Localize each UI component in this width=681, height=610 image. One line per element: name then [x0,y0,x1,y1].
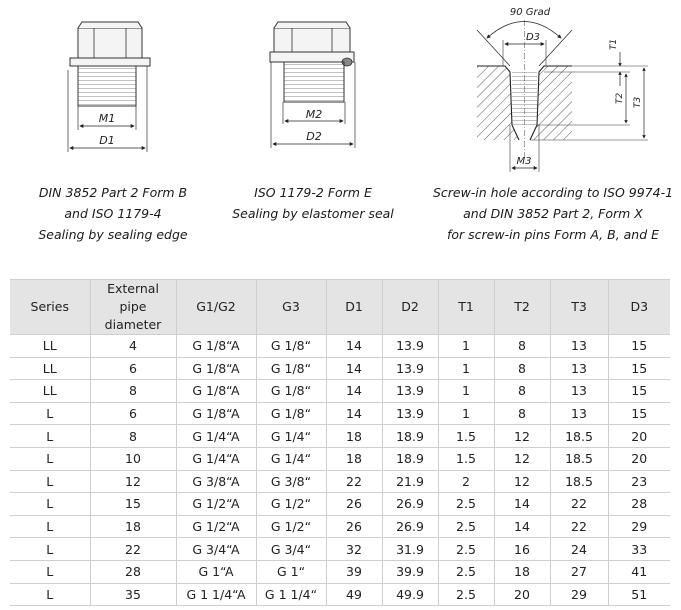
form-b-drawing [68,22,150,152]
hole-caption [430,182,676,245]
table-cell: 14 [326,357,382,380]
column-header: G1/G2 [176,280,256,335]
caption-line: ISO 1179-2 Form E [254,185,372,200]
table-cell: L [10,402,90,425]
form-e-drawing [270,22,355,148]
table-cell: G 1/2“A [176,493,256,516]
caption-line: for screw-in pins Form A, B, and E [446,227,660,242]
angle-label: 90 Grad [509,7,551,18]
table-cell: 18 [326,425,382,448]
table-cell: 28 [608,493,670,516]
table-cell: 32 [326,538,382,561]
table-cell: 13 [550,380,608,403]
table-cell: 6 [90,402,176,425]
table-row [10,470,670,493]
table-cell: 14 [326,380,382,403]
dim-m3-label: M3 [516,156,532,167]
table-cell: 22 [326,470,382,493]
table-cell: 23 [608,470,670,493]
table-cell: G 1“A [176,560,256,583]
table-cell: 39 [326,560,382,583]
table-row [10,447,670,470]
table-cell: LL [10,357,90,380]
table-row [10,515,670,538]
table-row [10,357,670,380]
table-cell: G 1/4“A [176,447,256,470]
table-cell: 15 [90,493,176,516]
caption-line: DIN 3852 Part 2 Form B [38,185,188,200]
table-cell: 10 [90,447,176,470]
caption-line: Sealing by elastomer seal [232,206,394,221]
table-cell: G 3/8“ [256,470,326,493]
table-cell: 15 [608,380,670,403]
table-cell: G 1/8“A [176,335,256,358]
table-row [10,380,670,403]
table-cell: 2.5 [438,515,494,538]
table-cell: 18 [494,560,550,583]
table-cell: 39.9 [382,560,438,583]
table-cell: G 1/8“ [256,380,326,403]
table-header-row [10,280,670,335]
table-cell: G 3/4“A [176,538,256,561]
table-cell: 12 [494,447,550,470]
table-cell: G 1/8“A [176,357,256,380]
table-cell: 1 [438,380,494,403]
table-cell: G 3/4“ [256,538,326,561]
table-cell: 14 [494,493,550,516]
table-cell: 18 [90,515,176,538]
table-cell: 18.5 [550,447,608,470]
table-cell: 12 [494,425,550,448]
dim-t2-label: T2 [615,92,625,104]
column-header: G3 [256,280,326,335]
table-cell: 18.9 [382,425,438,448]
table-cell: L [10,583,90,606]
table-cell: L [10,538,90,561]
table-cell: 1.5 [438,447,494,470]
table-cell: 1.5 [438,425,494,448]
table-cell: 8 [90,380,176,403]
table-row [10,493,670,516]
table-cell: G 1/4“ [256,425,326,448]
table-cell: 18.5 [550,470,608,493]
table-cell: 8 [494,335,550,358]
table-cell: 8 [494,402,550,425]
table-cell: 22 [550,493,608,516]
table-cell: 2.5 [438,493,494,516]
table-cell: 13.9 [382,380,438,403]
table-body [10,335,670,606]
table-cell: 14 [326,335,382,358]
table-cell: 8 [494,380,550,403]
table-cell: 51 [608,583,670,606]
table-cell: L [10,425,90,448]
table-cell: 4 [90,335,176,358]
table-cell: G 1/4“A [176,425,256,448]
table-cell: 1 [438,402,494,425]
table-cell: 29 [608,515,670,538]
table-cell: G 1/8“A [176,402,256,425]
table-cell: 12 [494,470,550,493]
column-header: D2 [382,280,438,335]
table-cell: 21.9 [382,470,438,493]
table-cell: 18.5 [550,425,608,448]
table-cell: L [10,493,90,516]
table-cell: G 1 1/4“A [176,583,256,606]
screw-in-hole-drawing [477,7,648,172]
table-cell: 18.9 [382,447,438,470]
table-cell: LL [10,335,90,358]
table-cell: 49.9 [382,583,438,606]
table-cell: 12 [90,470,176,493]
table-cell: G 3/8“A [176,470,256,493]
table-cell: 22 [550,515,608,538]
table-cell: 49 [326,583,382,606]
table-cell: 26 [326,493,382,516]
dim-d2-label: D2 [306,130,322,143]
table-cell: 27 [550,560,608,583]
table-cell: 16 [494,538,550,561]
table-cell: G 1/8“A [176,380,256,403]
table-cell: 2.5 [438,583,494,606]
table-row [10,425,670,448]
table-cell: 22 [90,538,176,561]
table-row [10,560,670,583]
table-row [10,583,670,606]
table-cell: 20 [608,447,670,470]
dim-t3-label: T3 [633,96,643,108]
table-cell: 33 [608,538,670,561]
table-cell: 26 [326,515,382,538]
table-cell: LL [10,380,90,403]
dim-m2-label: M2 [305,108,323,121]
table-cell: 24 [550,538,608,561]
table-cell: 13.9 [382,402,438,425]
caption-line: and DIN 3852 Part 2, Form X [463,206,643,221]
table-cell: 2.5 [438,538,494,561]
caption-line: Screw-in hole according to ISO 9974-1 [432,185,674,200]
table-cell: 15 [608,402,670,425]
table-cell: 15 [608,357,670,380]
table-cell: 13.9 [382,357,438,380]
table-cell: L [10,560,90,583]
dim-d1-label: D1 [99,134,115,147]
dim-m1-label: M1 [98,112,116,125]
column-header: Series [10,280,90,335]
table-cell: 13 [550,402,608,425]
table-cell: 18 [326,447,382,470]
column-header: D1 [326,280,382,335]
table-cell: 2 [438,470,494,493]
table-cell: 14 [494,515,550,538]
table-cell: 13.9 [382,335,438,358]
form-e-caption [218,182,408,224]
table-cell: 31.9 [382,538,438,561]
column-header: T1 [438,280,494,335]
column-header: T2 [494,280,550,335]
caption-line: and ISO 1179-4 [64,206,162,221]
table-cell: 26.9 [382,515,438,538]
dim-t1-label: T1 [609,38,619,50]
table-cell: G 1/4“ [256,447,326,470]
table-cell: 2.5 [438,560,494,583]
column-header: External pipe diameter [90,280,176,335]
table-cell: G 1/8“ [256,402,326,425]
dimensions-table [10,279,670,606]
table-cell: 15 [608,335,670,358]
table-cell: 13 [550,335,608,358]
table-cell: G 1/8“ [256,357,326,380]
table-cell: 8 [494,357,550,380]
table-cell: 29 [550,583,608,606]
caption-line: Sealing by sealing edge [38,227,188,242]
table-cell: 14 [326,402,382,425]
table-cell: L [10,515,90,538]
technical-drawings [0,0,681,180]
table-cell: L [10,447,90,470]
table-cell: 35 [90,583,176,606]
table-cell: G 1/2“A [176,515,256,538]
table-cell: 41 [608,560,670,583]
table-cell: G 1/2“ [256,493,326,516]
table-cell: 20 [608,425,670,448]
table-cell: 6 [90,357,176,380]
table-cell: G 1/2“ [256,515,326,538]
table-cell: G 1 1/4“ [256,583,326,606]
table-row [10,538,670,561]
table-cell: G 1“ [256,560,326,583]
table-cell: 26.9 [382,493,438,516]
table-row [10,335,670,358]
column-header: T3 [550,280,608,335]
table-cell: 8 [90,425,176,448]
table-cell: 1 [438,357,494,380]
dim-d3-label: D3 [525,32,541,43]
table-cell: 28 [90,560,176,583]
form-b-caption [18,182,208,245]
table-cell: G 1/8“ [256,335,326,358]
table-cell: 13 [550,357,608,380]
table-cell: L [10,470,90,493]
figures-area [0,0,681,268]
table-row [10,402,670,425]
table-cell: 20 [494,583,550,606]
table-cell: 1 [438,335,494,358]
column-header: D3 [608,280,670,335]
